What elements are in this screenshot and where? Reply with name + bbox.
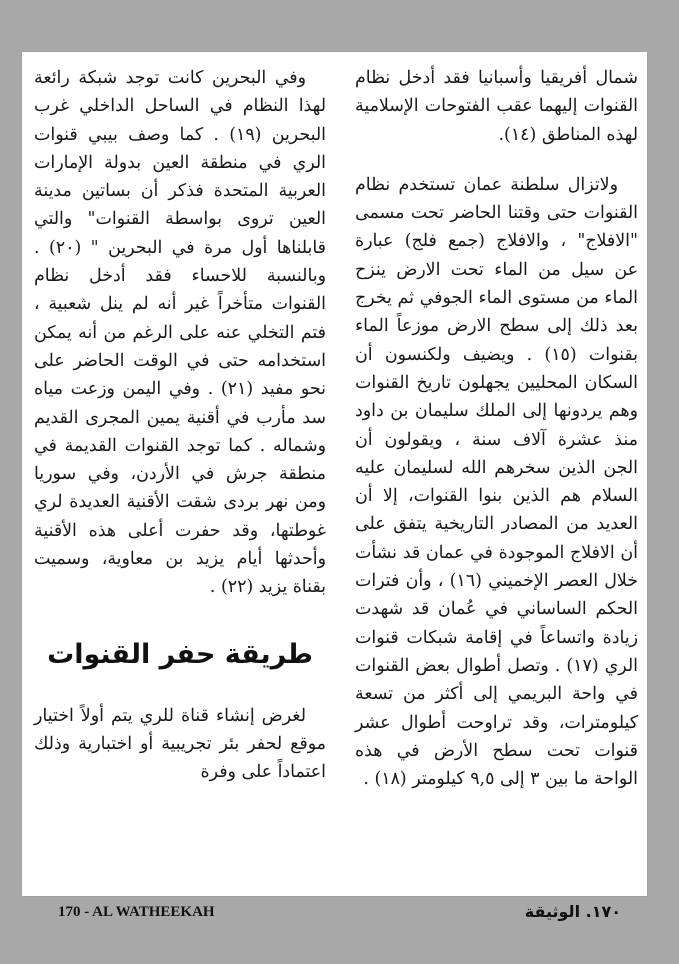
footer-page-number-latin: 170 - AL WATHEEKAH xyxy=(58,904,215,920)
page xyxy=(22,52,647,896)
paragraph: وفي البحرين كانت توجد شبكة رائعة لهذا النظام في الساحل الداخلي غرب البحرين (١٩) . كما وصف بيبي قنوات الري في منطقة العين بدولة الإمارات العربية المتحدة فذكر أن بساتين مدينة العين تروى بواسطة القنوات" والتي قابلناها أول مرة في البحرين " (٢٠) . وبالنسبة للاحساء فقد أدخل نظام القنوات متأخراً غير أنه لم ينل شعبية ، فتم التخلي عنه على الرغم من أنه يمكن استخدامه حتى في الوقت الحاضر على نحو مفيد (٢١) . وفي اليمن وزعت مياه سد مأرب في أقنية يمين المجرى القديم وشماله . كما توجد القنوات القديمة في منطقة جرش في الأردن، وفي سوريا ومن نهر بردى شقت الأقنية العديدة لري غوطتها، وقد حفرت أعلى هذه الأقنية وأحدثها أيام يزيد بن معاوية، وسميت بقناة يزيد (٢٢) . xyxy=(34,68,326,598)
right-column xyxy=(355,64,638,793)
page-footer xyxy=(0,900,679,930)
paragraph: ولاتزال سلطنة عمان تستخدم نظام القنوات حتى وقتنا الحاضر تحت مسمى "الافلاج" ، والافلاج (جمع فلج) عبارة عن سيل من الماء تحت الارض ينزح الماء من مستوى الماء الجوفي ثم يخرج بعد ذلك إلى سطح الارض موزعاً الماء بقنوات (١٥) . ويضيف ولكنسون أن السكان المحليين يجهلون تاريخ القنوات وهم يردونها إلى الملك سليمان بن داود منذ عشرة آلاف سنة ، ويقولون أن الجن الذين سخرهم الله لسليمان عليه السلام هم الذين بنوا القنوات، إلا أن العديد من المصادر التاريخية يتفق على أن الافلاج الموجودة في عمان قد نشأت خلال العصر الإخميني (١٦) ، وأن فترات الحكم الساساني في عُمان قد شهدت زيادة واتساعاً في إقامة شبكات قنوات الري (١٧) . وتصل أطوال بعض القنوات في واحة البريمي إلى أكثر من تسعة كيلومترات، وقد تراوحت أطوال عشر قنوات تحت سطح الأرض في هذه الواحة ما بين ٣ إلى ٩,٥ كيلومتر (١٨) . xyxy=(355,174,638,790)
section-heading: طريقة حفر القنوات xyxy=(47,638,313,670)
left-column xyxy=(34,64,326,787)
paragraph: شمال أفريقيا وأسبانيا فقد أدخل نظام القنوات إليهما عقب الفتوحات الإسلامية لهذه المناطق (١٤). xyxy=(355,68,638,145)
paragraph: لغرض إنشاء قناة للري يتم أولاً اختيار موقع لحفر بئر تجريبية أو اختبارية وذلك اعتماداً على وفرة xyxy=(34,705,326,783)
footer-page-number-arabic: ١٧٠. الوثيقة xyxy=(524,902,621,921)
